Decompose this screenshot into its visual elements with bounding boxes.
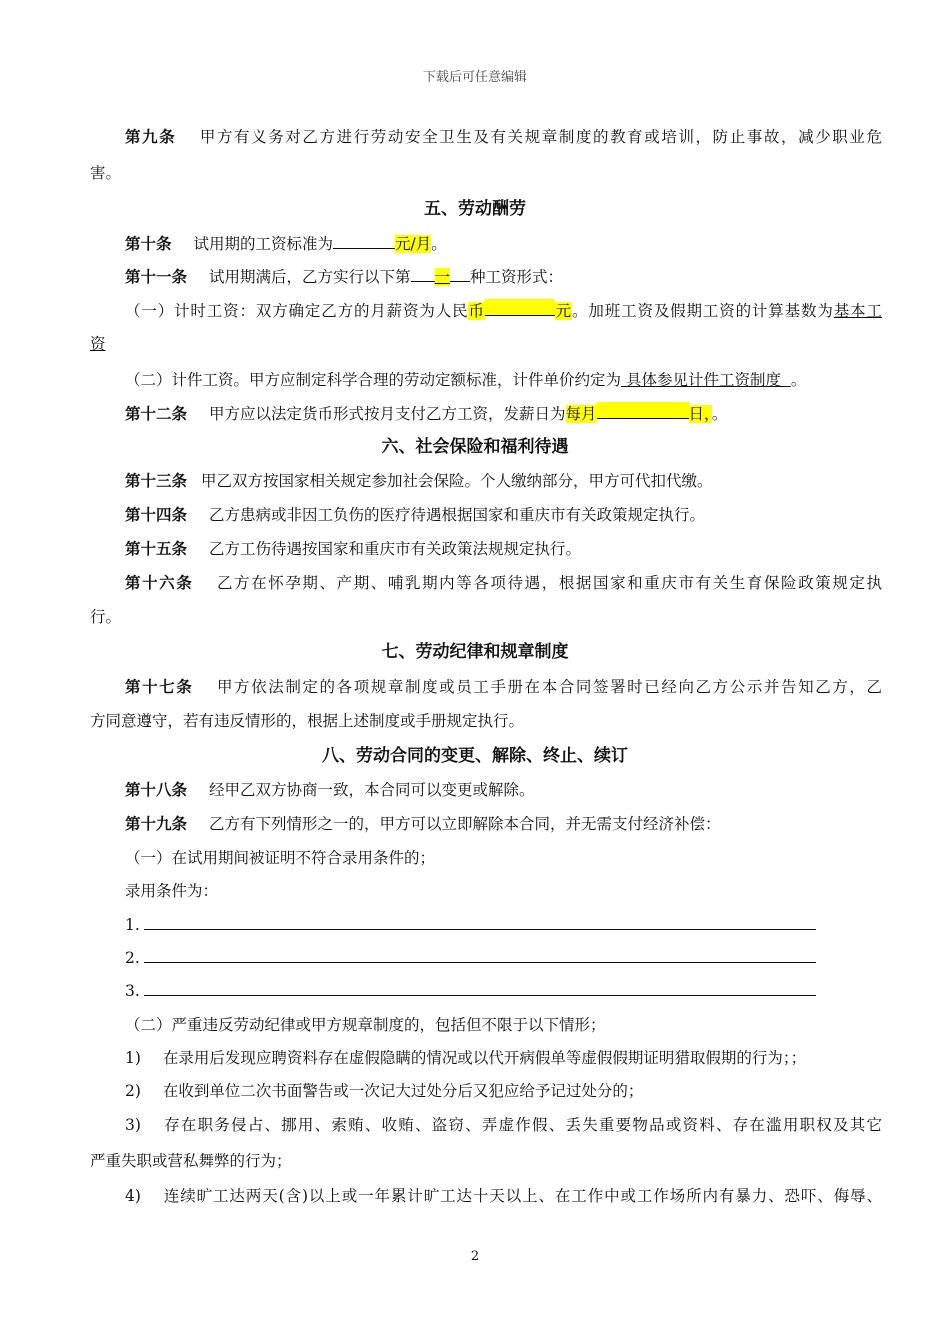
article-label: 第九条 [125, 127, 177, 146]
condition-blank [144, 915, 816, 930]
paragraph-text-post: 。加班工资及假期工资的计算基数为 [572, 302, 834, 320]
punct: 。 [711, 405, 728, 423]
article-12 [125, 402, 882, 425]
clause-1: （一）在试用期间被证明不符合录用条件的； [125, 849, 436, 867]
article-13 [125, 470, 882, 492]
item-text: 连续旷工达两天(含)以上或一年累计旷工达十天以上、在工作中或工作场所内有暴力、恐吓、侮辱、 [162, 1187, 882, 1205]
list-item-3-cont: 严重失职或营私舞弊的行为； [90, 1152, 292, 1170]
article-18 [125, 779, 882, 801]
list-item-3 [125, 1114, 882, 1136]
paragraph-time-wage-cont [90, 333, 882, 355]
item-text: 在收到单位二次书面警告或一次记大过处分后又犯应给予记过处分的； [162, 1082, 644, 1100]
article-label: 第十条 [125, 234, 172, 253]
underlined-piece-rate: 具体参见计件工资制度 [621, 371, 791, 389]
item-number: 4) [125, 1187, 141, 1205]
article-16-cont: 行。 [90, 608, 122, 626]
page-number: 2 [470, 1249, 480, 1264]
paragraph-text: （一）计时工资：双方确定乙方的月薪资为人民 [125, 302, 469, 320]
salary-blank [333, 232, 395, 249]
monthly-salary-blank [485, 299, 555, 316]
article-text: 甲方应以法定货币形式按月支付乙方工资，发薪日为 [209, 405, 566, 423]
article-9 [125, 126, 882, 148]
list-item-2 [125, 1080, 882, 1102]
article-label: 第十八条 [125, 780, 188, 799]
underlined-basis: 基本工 [833, 302, 882, 320]
page-header: 下载后可任意编辑 [422, 70, 527, 85]
paragraph-piece-wage [125, 369, 882, 391]
article-text: 经甲乙双方协商一致，本合同可以变更或解除。 [209, 781, 535, 799]
list-item-1 [125, 1047, 882, 1069]
condition-number: 2. [125, 949, 140, 967]
payday-day: 日， [688, 405, 712, 423]
paragraph-text: （二）计件工资。甲方应制定科学合理的劳动定额标准，计件单价约定为 [125, 371, 622, 389]
article-label: 第十四条 [125, 505, 188, 524]
blank-tail [450, 265, 470, 282]
article-label: 第十六条 [125, 573, 194, 592]
section-title-5: 五、劳动酬劳 [424, 199, 526, 219]
article-label: 第十一条 [125, 267, 188, 286]
clause-1-sub: 录用条件为： [125, 882, 219, 900]
article-text: 甲乙双方按国家相关规定参加社会保险。个人缴纳部分，甲方可代扣代缴。 [201, 472, 713, 490]
article-label: 第十九条 [125, 814, 188, 833]
wage-type-value: 一 [434, 268, 451, 286]
article-label: 第十三条 [125, 471, 188, 490]
article-17 [125, 676, 882, 698]
article-text: 试用期的工资标准为 [193, 235, 334, 253]
article-17-cont: 方同意遵守，若有违反情形的，根据上述制度或手册规定执行。 [90, 712, 525, 730]
article-label: 第十七条 [125, 677, 194, 696]
condition-blank [144, 948, 816, 963]
condition-line-1 [125, 914, 882, 936]
underlined-basis-cont: 资 [90, 335, 106, 353]
paragraph-time-wage [125, 299, 882, 322]
clause-2: （二）严重违反劳动纪律或甲方规章制度的，包括但不限于以下情形； [125, 1016, 606, 1034]
article-label: 第十五条 [125, 539, 188, 558]
condition-number: 1. [125, 916, 140, 934]
article-19 [125, 813, 882, 835]
blank-lead [411, 265, 435, 282]
article-16 [125, 572, 882, 594]
highlight-currency: 币 [468, 302, 485, 320]
payday-blank [597, 402, 689, 419]
condition-number: 3. [125, 982, 140, 1000]
article-text: 乙方有下列情形之一的，甲方可以立即解除本合同，并无需支付经济补偿： [209, 815, 721, 833]
item-number: 2) [125, 1082, 141, 1100]
article-text: 试用期满后，乙方实行以下第 [209, 268, 411, 286]
article-text: 甲方依法制定的各项规章制度或员工手册在本合同签署时已经向乙方公示并告知乙方，乙 [215, 678, 882, 696]
item-text: 在录用后发现应聘资料存在虚假隐瞒的情况或以代开病假单等虚假假期证明猎取假期的行为；； [162, 1049, 807, 1067]
list-item-4 [125, 1185, 882, 1207]
article-text: 乙方工伤待遇按国家和重庆市有关政策法规规定执行。 [209, 540, 582, 558]
article-text: 乙方在怀孕期、产期、哺乳期内等各项待遇，根据国家和重庆市有关生育保险政策规定执 [215, 574, 882, 592]
article-text: 甲方有义务对乙方进行劳动安全卫生及有关规章制度的教育或培训，防止事故，减少职业危 [198, 128, 882, 146]
condition-line-3 [125, 980, 882, 1002]
article-11 [125, 265, 882, 288]
item-number: 1) [125, 1049, 141, 1067]
article-15 [125, 538, 882, 560]
article-text: 乙方患病或非因工负伤的医疗待遇根据国家和重庆市有关政策规定执行。 [209, 506, 706, 524]
item-number: 3) [125, 1116, 141, 1134]
article-10 [125, 232, 882, 255]
condition-blank [144, 981, 816, 996]
condition-line-2 [125, 947, 882, 969]
highlight-unit: 元 [554, 302, 573, 320]
item-text: 存在职务侵占、挪用、索贿、收贿、盗窃、弄虚作假、丢失重要物品或资料、存在滥用职权及其它 [162, 1116, 882, 1134]
article-label: 第十二条 [125, 404, 188, 423]
article-9-cont: 害。 [90, 164, 122, 182]
section-title-6: 六、社会保险和福利待遇 [381, 437, 569, 457]
section-title-7: 七、劳动纪律和规章制度 [381, 642, 569, 662]
section-title-8: 八、劳动合同的变更、解除、终止、续订 [322, 746, 628, 766]
article-text-post: 种工资形式： [470, 268, 564, 286]
punct: 。 [431, 235, 447, 253]
article-14 [125, 504, 882, 526]
unit-text: 元/月 [395, 235, 432, 253]
punct: 。 [790, 371, 807, 389]
payday-text: 每月 [565, 405, 597, 423]
